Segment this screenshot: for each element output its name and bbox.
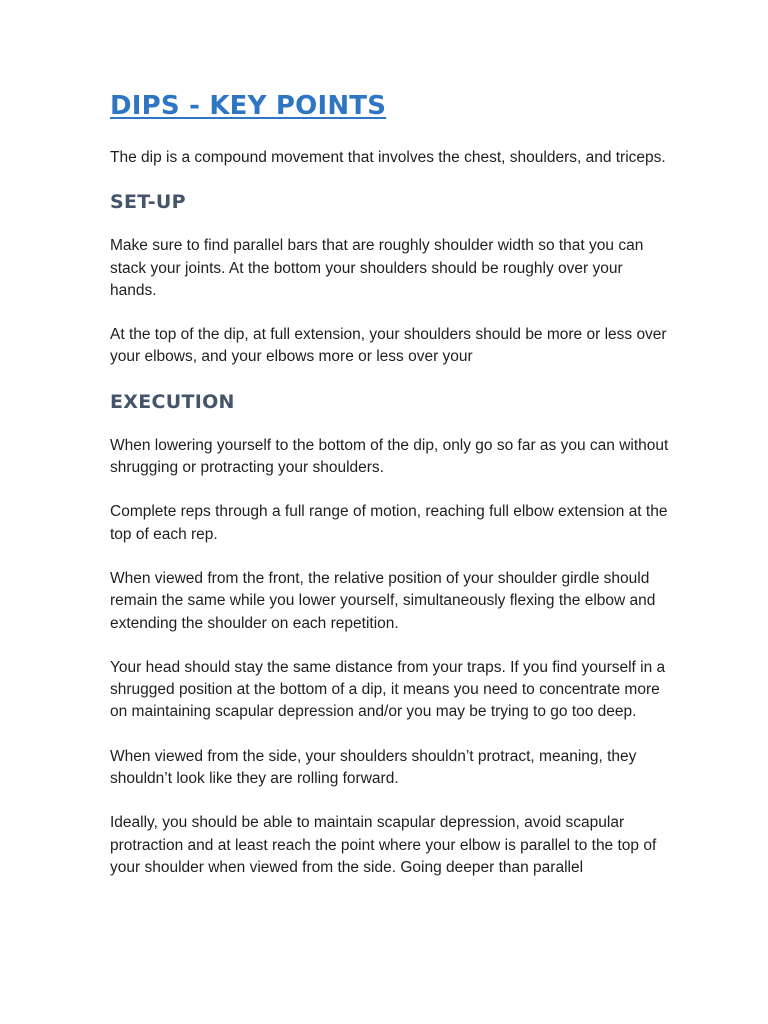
section-heading-execution: EXECUTION: [110, 390, 235, 413]
setup-paragraph-2: At the top of the dip, at full extension, your shoulders should be more or less over your elbows, and your elbows more or less over your: [110, 326, 667, 366]
execution-paragraph-1: When lowering yourself to the bottom of the dip, only go so far as you can without shrugging or protracting your shoulders.: [110, 436, 669, 477]
section-execution: [110, 389, 670, 879]
intro-paragraph: The dip is a compound movement that involves the chest, shoulders, and triceps.: [110, 149, 666, 166]
section-heading-setup: SET-UP: [110, 191, 186, 214]
document-page: [110, 88, 670, 879]
execution-paragraph-3: When viewed from the front, the relative position of your shoulder girdle should remain the same while you lower yourself, simultaneously flexing the elbow and extending the shoulder on each repetition.: [110, 569, 656, 632]
execution-paragraph-4: Your head should stay the same distance from your traps. If you find yourself in a shrugged position at the bottom of a dip, it means you need to concentrate more on maintaining scapular depression and/or you may be trying to go too deep.: [110, 658, 666, 721]
execution-paragraph-6: Ideally, you should be able to maintain scapular depression, avoid scapular protraction and at least reach the point where your elbow is parallel to the top of your shoulder when viewed from the side. Going deeper than parallel: [110, 814, 657, 876]
setup-paragraph-1: Make sure to find parallel bars that are roughly shoulder width so that you can stack your joints. At the bottom your shoulders should be roughly over your hands.: [110, 237, 644, 299]
document-title: DIPS - KEY POINTS: [110, 91, 387, 121]
section-setup: [110, 189, 670, 368]
execution-paragraph-5: When viewed from the side, your shoulders shouldn’t protract, meaning, they shouldn’t look like they are rolling forward.: [110, 747, 637, 788]
execution-paragraph-2: Complete reps through a full range of motion, reaching full elbow extension at the top of each rep.: [110, 503, 668, 543]
